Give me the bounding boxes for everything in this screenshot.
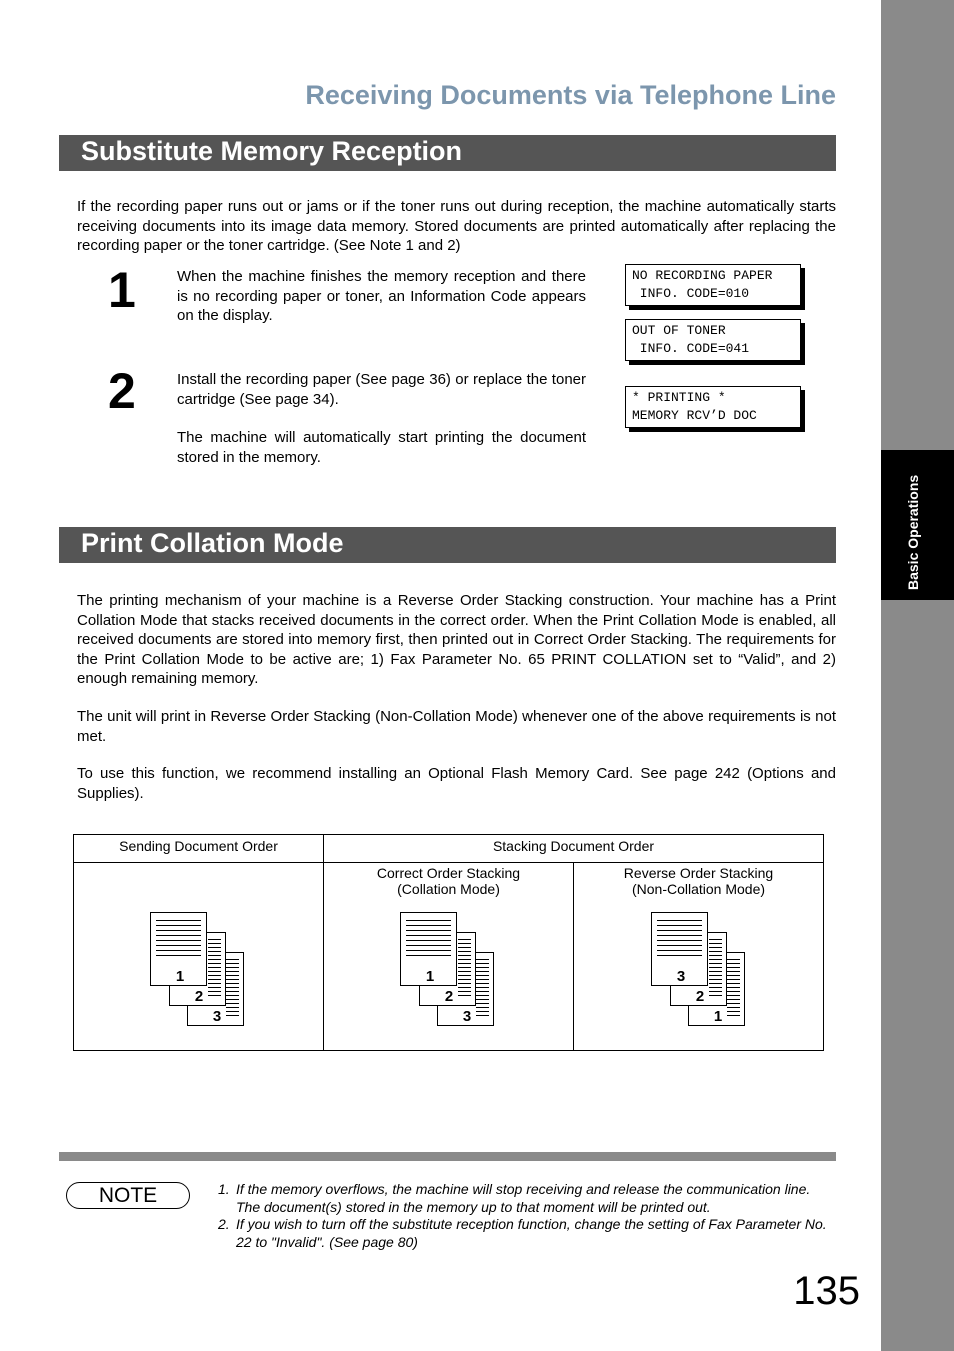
chapter-tab-label: Basic Operations <box>905 474 921 590</box>
page-sidebar <box>881 0 954 1351</box>
step-number: 1 <box>108 262 136 318</box>
page-sheet: 1 <box>400 912 457 986</box>
table-header-sending <box>74 835 324 863</box>
body-paragraph: The unit will print in Reverse Order Stacking (Non-Collation Mode) whenever one of the above requirements is not met. <box>77 708 836 745</box>
intro-paragraph: If the recording paper runs out or jams or if the toner runs out during reception, the machine automatically starts receiving documents into its image data memory. Stored documents are printed automatically after replacing the recording paper or the toner cartridge. (See Note 1 and 2) <box>77 198 836 254</box>
lcd-line: INFO. CODE=041 <box>632 340 750 356</box>
lcd-display <box>625 264 801 306</box>
lcd-line: MEMORY RCV’D DOC <box>632 407 757 423</box>
header-label: Stacking Document Order <box>492 838 655 854</box>
page-number: 135 <box>793 1269 860 1313</box>
section-header-substitute-memory <box>59 135 836 171</box>
section-header-print-collation <box>59 527 836 563</box>
page-sheet: 3 <box>187 952 244 1026</box>
lcd-line: INFO. CODE=010 <box>632 285 750 301</box>
collation-table <box>73 834 824 1051</box>
note-number: 2. <box>218 1216 230 1232</box>
lcd-line: NO RECORDING PAPER <box>632 268 773 283</box>
note-badge: NOTE <box>66 1182 190 1209</box>
page-stack-sending <box>150 912 246 1028</box>
lcd-display <box>625 319 801 361</box>
lcd-display <box>625 386 801 428</box>
note-text: If you wish to turn off the substitute reception function, change the setting of Fax Parameter No. 22 to "Invalid". (See page 80) <box>236 1216 827 1250</box>
section-title: Substitute Memory Reception <box>81 136 463 166</box>
section-title: Print Collation Mode <box>81 528 344 558</box>
page-sheet: 3 <box>651 912 708 986</box>
header-label: Sending Document Order <box>119 838 278 854</box>
page-sheet: 2 <box>419 932 476 1006</box>
running-title: Receiving Documents via Telephone Line <box>305 80 836 110</box>
note-item <box>218 1181 838 1216</box>
page-sheet: 2 <box>169 932 226 1006</box>
column-label: (Non-Collation Mode) <box>631 881 766 897</box>
step-text: Install the recording paper (See page 36) or replace the toner cartridge (See page 34). <box>177 371 586 408</box>
page-sheet: 1 <box>150 912 207 986</box>
column-label: (Collation Mode) <box>397 881 500 897</box>
body-paragraph: The printing mechanism of your machine is a Reverse Order Stacking construction. Your machine has a Print Collation Mode that stacks received documents in the correct order. When the Print Collation Mode is enabled, all received documents are stored into memory first, then printed out in Correct Order Stacking. The requirements for the Print Collation Mode to be active are; 1) Fax Parameter No. 65 PRINT COLLATION set to “Valid”, and 2) enough remaining memory. <box>77 592 836 687</box>
page-stack-reverse <box>651 912 747 1028</box>
page-sheet: 1 <box>688 952 745 1026</box>
note-text: If the memory overflows, the machine will stop receiving and release the communication line. The document(s) stored in the memory up to that moment will be printed out. <box>236 1181 811 1215</box>
table-header-stacking <box>324 835 823 863</box>
step-text: When the machine finishes the memory reception and there is no recording paper or toner, an Information Code appears on the display. <box>177 268 586 324</box>
note-divider <box>59 1152 836 1161</box>
page-sheet: 3 <box>437 952 494 1026</box>
step-text-followup: The machine will automatically start printing the document stored in the memory. <box>177 429 586 466</box>
page-sheet: 2 <box>670 932 727 1006</box>
step-number: 2 <box>108 363 136 419</box>
page-stack-correct <box>400 912 496 1028</box>
note-number: 1. <box>218 1181 230 1197</box>
note-list <box>218 1181 838 1251</box>
body-paragraph: To use this function, we recommend installing an Optional Flash Memory Card. See page 242 (Options and Supplies). <box>77 765 836 802</box>
lcd-line: OUT OF TONER <box>632 323 726 338</box>
chapter-tab <box>881 450 954 600</box>
column-label: Correct Order Stacking <box>376 865 521 881</box>
column-label: Reverse Order Stacking <box>623 865 774 881</box>
lcd-line: * PRINTING * <box>632 390 726 405</box>
note-item <box>218 1216 838 1251</box>
